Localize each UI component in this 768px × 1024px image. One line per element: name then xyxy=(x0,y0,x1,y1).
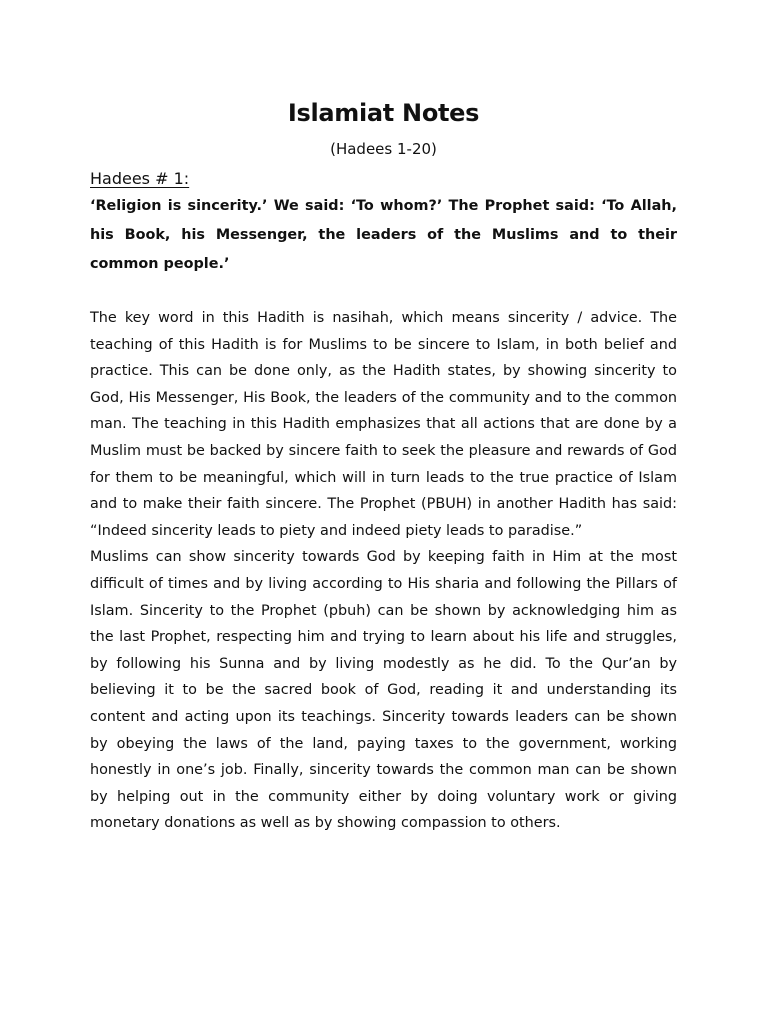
document-title: Islamiat Notes xyxy=(287,99,480,127)
explanation-paragraph: The key word in this Hadith is nasihah, which means sincerity / advice. The teaching of this Hadith is for Muslims to be sincere to Islam, in both belief and practice. This can be done only, as the Hadith states, by showing sincerity to God, His Messenger, His Book, the leaders of the community and to the common man. The teaching in this Hadith emphasizes that all actions that are done by a Muslim must be backed by sincere faith to seek the pleasure and rewards of God for them to be meaningful, which will in turn leads to the true practice of Islam and to make their faith sincere. The Prophet (PBUH) in another Hadith has said: “Indeed sincerity leads to piety and indeed piety leads to paradise.” xyxy=(90,310,677,539)
hadith-heading: Hadees # 1: xyxy=(90,169,190,188)
sincerity-paragraph: Muslims can show sincerity towards God by keeping faith in Him at the most difficult of times and by living according to His sharia and following the Pillars of Islam. Sincerity to the Prophet (pbuh) can be shown by acknowledging him as the last Prophet, respecting him and trying to learn about his life and struggles, by following his Sunna and by living modestly as he did. To the Qur’an by believing it to be the sacred book of God, reading it and understanding its content and acting upon its teachings. Sincerity towards leaders can be shown by obeying the laws of the land, paying taxes to the government, working honestly in one’s job. Finally, sincerity towards the common man can be shown by helping out in the community either by doing voluntary work or giving monetary donations as well as by showing compassion to others. xyxy=(90,549,677,832)
document-subtitle: (Hadees 1-20) xyxy=(330,140,437,158)
document-page xyxy=(90,96,677,837)
hadith-text: ‘Religion is sincerity.’ We said: ‘To whom?’ The Prophet said: ‘To Allah, his Book, his Messenger, the leaders of the Muslims and to their common people.’ xyxy=(90,198,677,272)
